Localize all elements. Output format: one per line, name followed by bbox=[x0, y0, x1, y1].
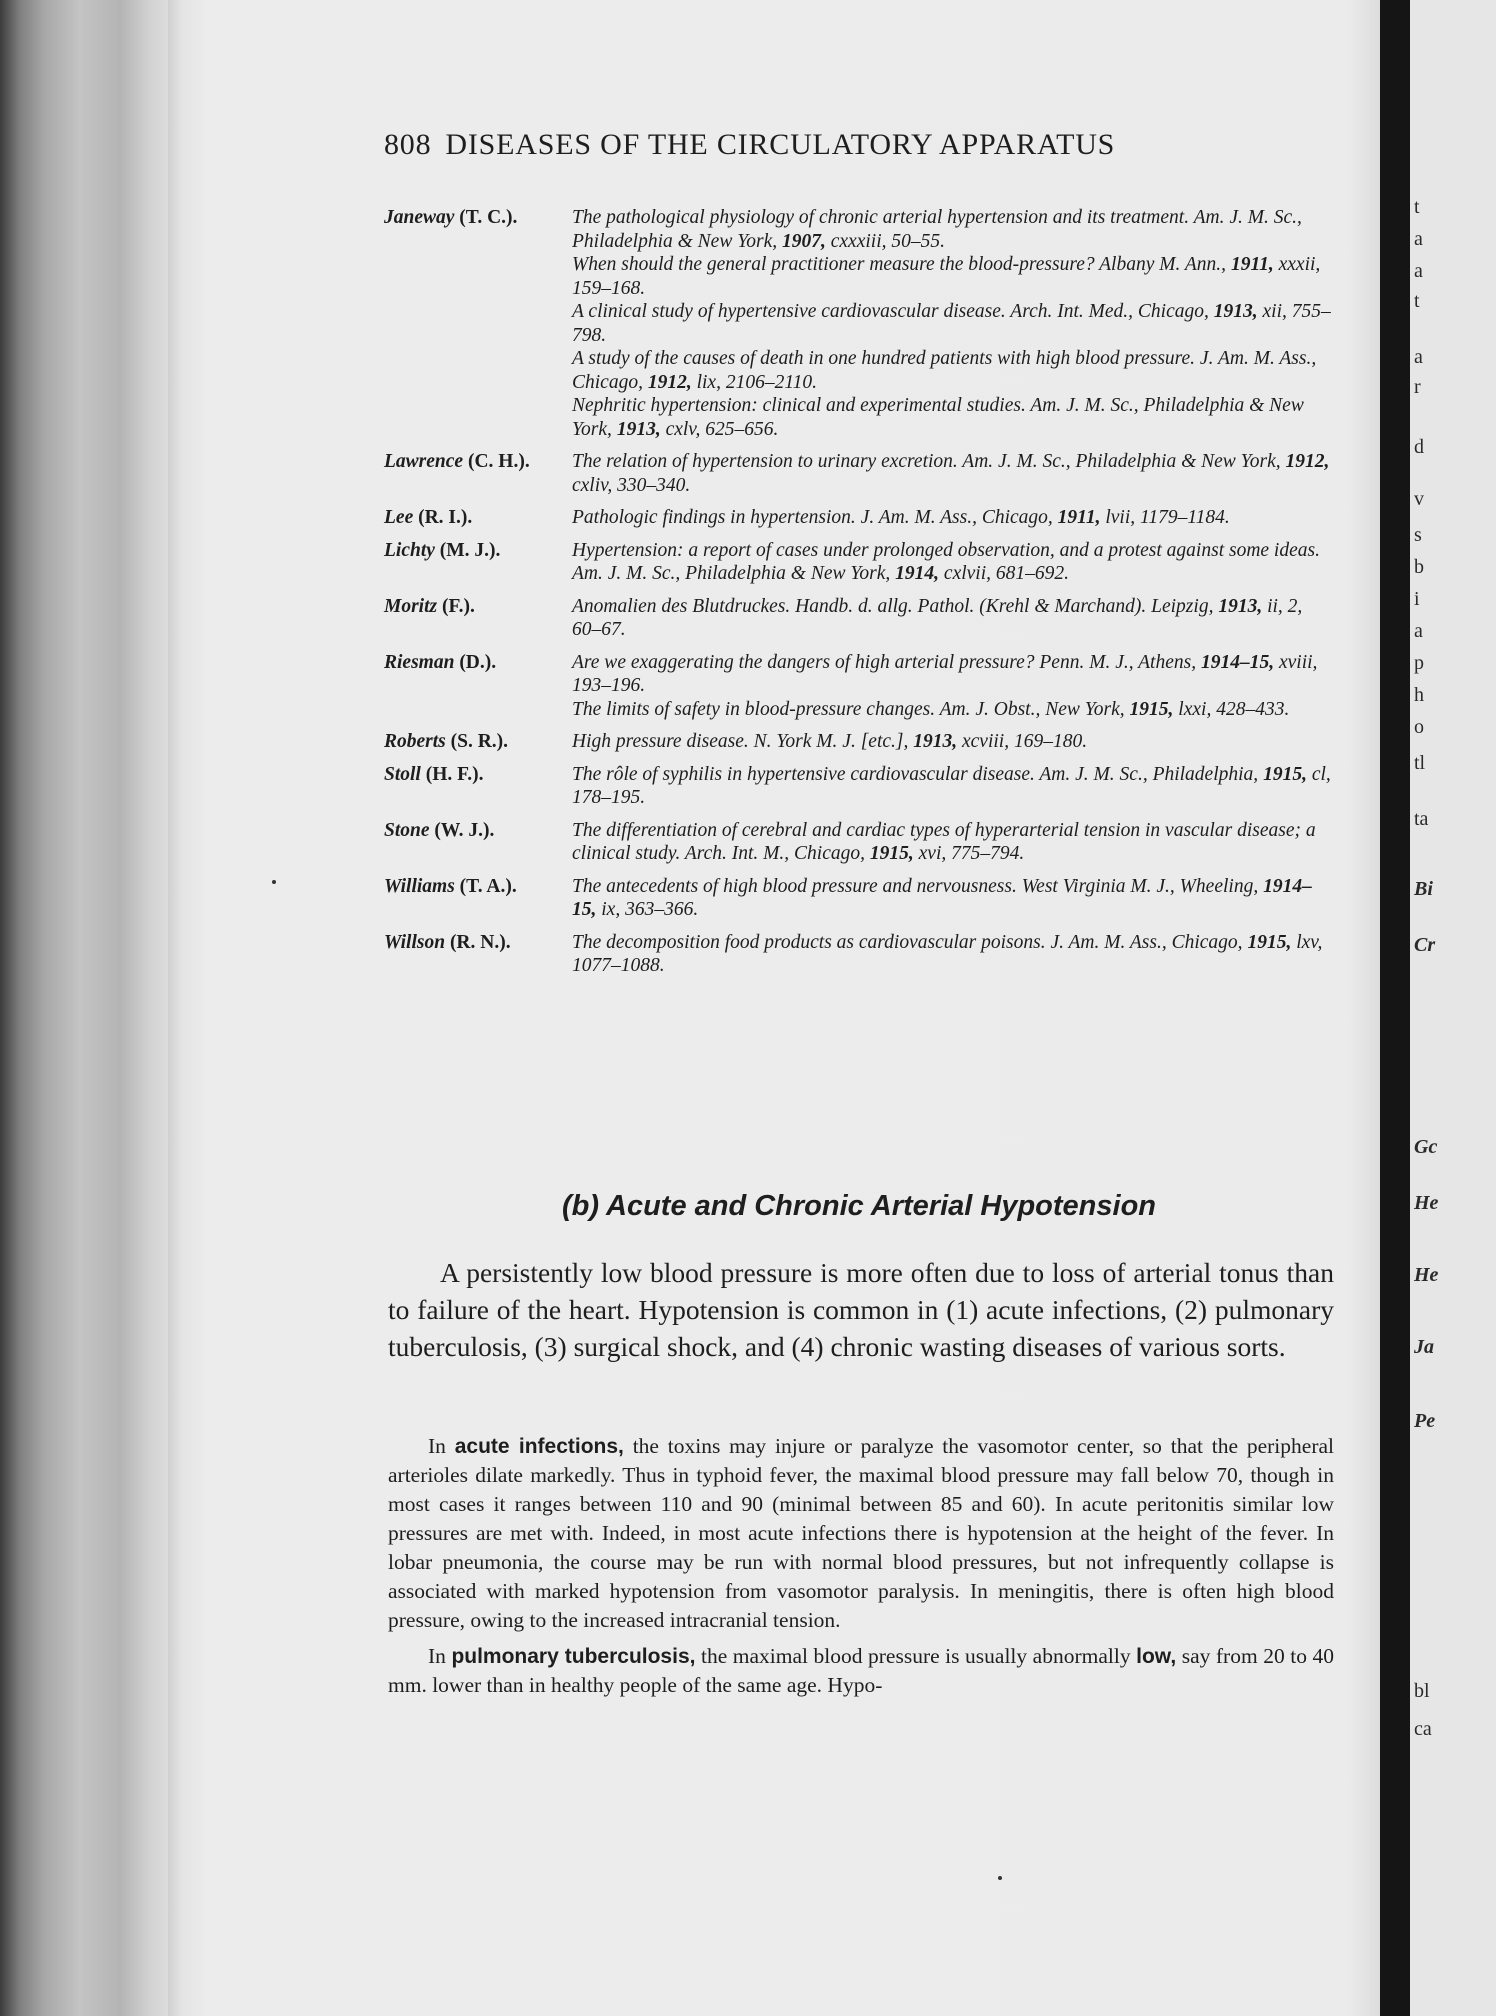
citation-text: Hypertension: a report of cases under prolonged observation, and a protest against some ideas. Am. J. M. Sc., Philadelphia & New York, bbox=[572, 539, 1320, 584]
citation-text: A clinical study of hypertensive cardiovascular disease. Arch. Int. Med., Chicago, bbox=[572, 301, 1214, 322]
reference-author bbox=[384, 819, 494, 843]
citation-text: The rôle of syphilis in hypertensive cardiovascular disease. Am. J. M. Sc., Philadelphia, bbox=[572, 763, 1264, 785]
paragraph-text: In bbox=[428, 1644, 452, 1668]
facing-page-fragment: a bbox=[1414, 346, 1423, 368]
facing-page-fragment: a bbox=[1414, 228, 1423, 250]
reference-entry bbox=[384, 206, 1334, 441]
citation-year: 1915, bbox=[869, 843, 914, 864]
citation-year: 1914, bbox=[895, 563, 940, 584]
citation-year: 1915, bbox=[1247, 931, 1292, 953]
section-letter: (b) bbox=[561, 1190, 600, 1222]
citation-text: lxv, 1077–1088. bbox=[572, 931, 1323, 976]
author-initials: (T. C.). bbox=[454, 207, 518, 228]
body-paragraph bbox=[388, 1642, 1334, 1700]
citation bbox=[572, 539, 1334, 586]
author-name: Janeway bbox=[384, 207, 455, 228]
reference-entry bbox=[384, 595, 1334, 642]
citation-text: Are we exaggerating the dangers of high arterial pressure? Penn. M. J., Athens, bbox=[572, 651, 1201, 673]
author-initials: (M. J.). bbox=[434, 539, 501, 561]
reference-author bbox=[384, 730, 508, 754]
author-name: Stoll bbox=[384, 763, 421, 785]
facing-page-fragment: r bbox=[1414, 376, 1421, 398]
author-name: Lawrence bbox=[384, 451, 464, 472]
facing-page-fragment: d bbox=[1414, 436, 1424, 458]
citation-text: xvi, 775–794. bbox=[913, 843, 1025, 864]
running-header bbox=[384, 128, 1264, 162]
facing-page-fragment: t bbox=[1414, 290, 1420, 312]
reference-entry bbox=[384, 730, 1334, 754]
author-name: Williams bbox=[384, 875, 455, 897]
citation-year: 1913, bbox=[913, 731, 958, 752]
reference-entry bbox=[384, 875, 1334, 922]
facing-page-fragment: b bbox=[1414, 556, 1424, 578]
body-paragraph bbox=[388, 1432, 1334, 1635]
author-initials: (C. H.). bbox=[463, 451, 530, 472]
author-name: Willson bbox=[384, 931, 446, 953]
author-initials: (D.). bbox=[454, 651, 497, 673]
citation-text: xii, 755–798. bbox=[572, 301, 1331, 346]
citation bbox=[572, 875, 1334, 922]
book-page-edges bbox=[0, 0, 180, 2016]
author-name: Roberts bbox=[384, 731, 446, 752]
reference-entry bbox=[384, 651, 1334, 722]
reference-author bbox=[384, 595, 475, 619]
facing-page-fragment: Gc bbox=[1414, 1136, 1438, 1158]
citation-text: The pathological physiology of chronic arterial hypertension and its treatment. Am. J. M. Sc., Philadelphia & New York, bbox=[572, 207, 1302, 252]
paragraph-text: the toxins may injure or paralyze the vasomotor center, so that the peripheral arterioles dilate markedly. Thus in typhoid fever, the maximal blood pressure may fall below 70, though in most cases it ranges between 110 and 90 (minimal between 85 and 60). In acute peritonitis similar low pressures are met with. Indeed, in most acute infections there is hypotension at the height of the fever. In lobar pneumonia, the course may be run with normal blood pressures, but not infrequently collapse is associated with marked hypotension from vasomotor paralysis. In meningitis, there is often high blood pressure, owing to the increased intracranial tension. bbox=[388, 1434, 1334, 1632]
facing-page-fragment: Cr bbox=[1414, 934, 1436, 956]
citation-text: The limits of safety in blood-pressure changes. Am. J. Obst., New York, bbox=[572, 698, 1130, 720]
reference-author bbox=[384, 651, 496, 675]
citation bbox=[572, 698, 1334, 722]
citation-text: cxxxiii, 50–55. bbox=[825, 230, 945, 252]
paragraph-text: In bbox=[428, 1434, 455, 1458]
reference-author bbox=[384, 206, 517, 230]
keyword: acute infections, bbox=[454, 1435, 624, 1458]
citation bbox=[572, 730, 1334, 754]
citation-text: cxlvii, 681–692. bbox=[939, 563, 1070, 584]
citation-year: 1915, bbox=[1263, 763, 1307, 785]
citation-text: The relation of hypertension to urinary excretion. Am. J. M. Sc., Philadelphia & New York, bbox=[572, 451, 1286, 472]
facing-page-fragment: He bbox=[1414, 1192, 1439, 1214]
citation-text: Nephritic hypertension: clinical and experimental studies. Am. J. M. Sc., Philadelphia & New York, bbox=[572, 395, 1304, 440]
author-name: Lichty bbox=[384, 539, 435, 561]
citation-text: xviii, 193–196. bbox=[572, 651, 1318, 696]
author-initials: (S. R.). bbox=[445, 731, 509, 752]
author-initials: (R. N.). bbox=[445, 931, 511, 953]
citation-text: xxxii, 159–168. bbox=[572, 254, 1321, 299]
facing-page-fragment: Ja bbox=[1414, 1336, 1434, 1358]
author-initials: (R. I.). bbox=[413, 507, 473, 528]
citation bbox=[572, 394, 1334, 441]
citation-text: ix, 363–366. bbox=[596, 899, 699, 920]
citation-text: High pressure disease. N. York M. J. [etc.], bbox=[572, 731, 914, 752]
citation-text: When should the general practitioner measure the blood-pressure? Albany M. Ann., bbox=[572, 254, 1231, 275]
facing-page-fragment: ca bbox=[1414, 1718, 1432, 1740]
citation bbox=[572, 763, 1334, 810]
reference-author bbox=[384, 763, 484, 787]
citation bbox=[572, 506, 1334, 530]
citation-text: lix, 2106–2110. bbox=[691, 371, 818, 393]
author-name: Stone bbox=[384, 819, 430, 841]
keyword: low, bbox=[1136, 1645, 1177, 1668]
facing-page-fragment: Pe bbox=[1414, 1410, 1436, 1432]
intro-paragraph: A persistently low blood pressure is more often due to loss of arterial tonus than to failure of the heart. Hypotension is common in (1) acute infections, (2) pulmonary tuberculosis, (3) surgical shock, and (4) chronic wasting diseases of various sorts. bbox=[388, 1257, 1334, 1362]
facing-page-fragment: v bbox=[1414, 488, 1424, 510]
citation-year: 1913, bbox=[1218, 595, 1263, 617]
facing-page-fragment: p bbox=[1414, 652, 1424, 674]
body-text bbox=[388, 1432, 1334, 1707]
author-initials: (H. F.). bbox=[420, 763, 484, 785]
section-title: Acute and Chronic Arterial Hypotension bbox=[606, 1190, 1156, 1222]
citation-text: cxlv, 625–656. bbox=[660, 418, 779, 440]
citation-text: The antecedents of high blood pressure and nervousness. West Virginia M. J., Wheeling, bbox=[572, 875, 1264, 897]
reference-entry bbox=[384, 931, 1334, 978]
reference-author bbox=[384, 875, 517, 899]
citation bbox=[572, 450, 1334, 497]
citation bbox=[572, 253, 1334, 300]
reference-author bbox=[384, 506, 472, 530]
citation-text: Anomalien des Blutdruckes. Handb. d. allg. Pathol. (Krehl & Marchand). Leipzig, bbox=[572, 595, 1219, 617]
citation bbox=[572, 931, 1334, 978]
citation-year: 1911, bbox=[1230, 254, 1274, 275]
book-gutter bbox=[1380, 0, 1410, 2016]
reference-entry bbox=[384, 450, 1334, 497]
citation bbox=[572, 595, 1334, 642]
running-title: DISEASES OF THE CIRCULATORY APPARATUS bbox=[445, 128, 1116, 161]
citation-text: cxliv, 330–340. bbox=[572, 474, 691, 496]
facing-page-fragment: a bbox=[1414, 620, 1423, 642]
facing-page-fragment: i bbox=[1414, 588, 1420, 610]
reference-author bbox=[384, 539, 500, 563]
citation-year: 1912, bbox=[1285, 451, 1330, 472]
reference-entry bbox=[384, 763, 1334, 810]
keyword: pulmonary tuberculosis, bbox=[451, 1645, 696, 1668]
facing-page-fragment: o bbox=[1414, 716, 1424, 738]
facing-page-fragment: tl bbox=[1414, 752, 1426, 774]
section-heading bbox=[384, 1190, 1334, 1223]
reference-entry bbox=[384, 539, 1334, 586]
facing-page-fragment: ta bbox=[1414, 808, 1429, 830]
citation-text: ii, 2, 60–67. bbox=[572, 595, 1303, 640]
facing-page-edge bbox=[1410, 0, 1496, 2016]
reference-entry bbox=[384, 819, 1334, 866]
citation bbox=[572, 300, 1334, 347]
citation-text: xcviii, 169–180. bbox=[957, 731, 1088, 752]
citation-text: lxxi, 428–433. bbox=[1173, 698, 1290, 720]
citation-text: cl, 178–195. bbox=[572, 763, 1331, 808]
citation-year: 1913, bbox=[1213, 301, 1258, 322]
citation-text: The differentiation of cerebral and cardiac types of hyperarterial tension in vascular disease; a clinical study. Arch. Int. M., Chicago, bbox=[572, 819, 1316, 864]
citation-year: 1912, bbox=[647, 371, 692, 393]
facing-page-fragment: t bbox=[1414, 196, 1420, 218]
bibliography-list bbox=[384, 206, 1334, 987]
page-number: 808 bbox=[384, 128, 432, 161]
facing-page-fragment: Bi bbox=[1414, 878, 1433, 900]
author-name: Moritz bbox=[384, 595, 438, 617]
author-name: Riesman bbox=[384, 651, 455, 673]
reference-author bbox=[384, 450, 530, 474]
citation-year: 1913, bbox=[616, 418, 661, 440]
citation bbox=[572, 819, 1334, 866]
citation-text: The decomposition food products as cardiovascular poisons. J. Am. M. Ass., Chicago, bbox=[572, 931, 1248, 953]
paragraph-text: the maximal blood pressure is usually abnormally bbox=[695, 1644, 1137, 1668]
citation-year: 1914–15, bbox=[572, 875, 1312, 920]
author-initials: (F.). bbox=[437, 595, 475, 617]
facing-page-fragment: a bbox=[1414, 260, 1423, 282]
reference-entry bbox=[384, 506, 1334, 530]
facing-page-fragment: s bbox=[1414, 524, 1422, 546]
author-initials: (W. J.). bbox=[429, 819, 495, 841]
citation-year: 1911, bbox=[1057, 507, 1101, 528]
facing-page-fragment: bl bbox=[1414, 1680, 1430, 1702]
citation-year: 1914–15, bbox=[1200, 651, 1275, 673]
paragraph-text: say from 20 to 40 mm. lower than in healthy people of the same age. Hypo- bbox=[388, 1644, 1334, 1697]
citation-year: 1915, bbox=[1129, 698, 1174, 720]
reference-author bbox=[384, 931, 511, 955]
citation-text: A study of the causes of death in one hundred patients with high blood pressure. J. Am. M. Ass., Chicago, bbox=[572, 348, 1317, 393]
citation-text: lvii, 1179–1184. bbox=[1100, 507, 1230, 528]
author-name: Lee bbox=[384, 507, 414, 528]
facing-page-fragment: h bbox=[1414, 684, 1424, 706]
citation bbox=[572, 206, 1334, 253]
citation bbox=[572, 347, 1334, 394]
page-speck bbox=[998, 1876, 1002, 1880]
page-speck bbox=[272, 880, 276, 884]
citation-text: Pathologic findings in hypertension. J. Am. M. Ass., Chicago, bbox=[572, 507, 1058, 528]
facing-page-fragment: He bbox=[1414, 1264, 1439, 1286]
citation-year: 1907, bbox=[782, 230, 826, 252]
citation bbox=[572, 651, 1334, 698]
author-initials: (T. A.). bbox=[454, 875, 517, 897]
